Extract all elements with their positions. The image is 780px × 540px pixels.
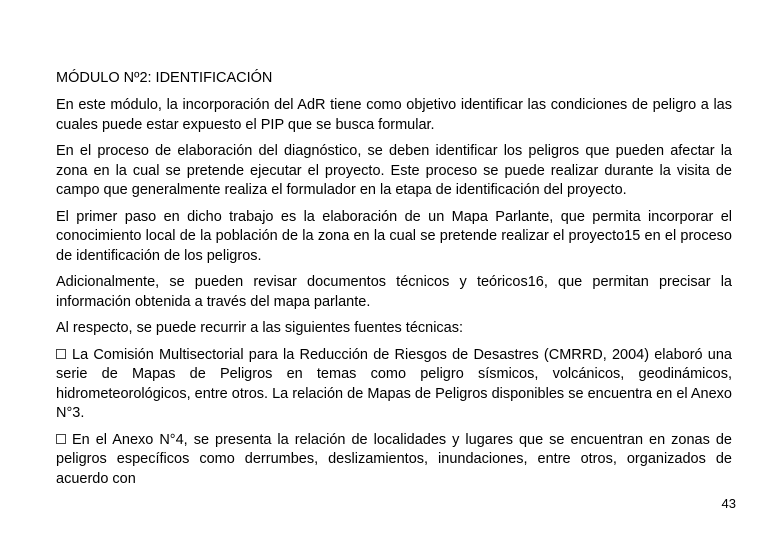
slide-content (56, 68, 732, 496)
bullet-item-annex-4 (56, 431, 732, 490)
paragraph-technical-documents: Adicionalmente, se pueden revisar documentos técnicos y teóricos16, que permitan precisar la información obtenida a través del mapa parlante. (56, 274, 732, 310)
bullet-item-text: La Comisión Multisectorial para la Reducción de Riesgos de Desastres (CMRRD, 2004) elaboró una serie de Mapas de Peligros en temas como peligro sísmicos, volcánicos, geodinámicos, hidrometeorológicos, entre otros. La relación de Mapas de Peligros disponibles se encuentra en el Anexo N°3. (56, 346, 732, 421)
bullet-item-text: En el Anexo N°4, se presenta la relación de localidades y lugares que se encuentran en zonas de peligros específicos como derrumbes, deslizamientos, inundaciones, entre otros, organizados de acuerdo con (56, 431, 732, 487)
paragraph-objective: En este módulo, la incorporación del AdR tiene como objetivo identificar las condiciones de peligro a las cuales puede estar expuesto el PIP que se busca formular. (56, 97, 732, 133)
page-number: 43 (721, 496, 736, 511)
paragraph-talking-map: El primer paso en dicho trabajo es la elaboración de un Mapa Parlante, que permita incorporar el conocimiento local de la población de la zona en la cual se pretende realizar el proyecto15 en el proceso de identificación de los peligros. (56, 208, 732, 264)
checkbox-bullet-icon (56, 349, 66, 359)
paragraph-diagnosis: En el proceso de elaboración del diagnóstico, se deben identificar los peligros que pueden afectar la zona en la cual se pretende ejecutar el proyecto. Este proceso se puede realizar durante la visita de campo que generalmente realiza el formulador en la etapa de identificación del proyecto. (56, 143, 732, 198)
module-title: MÓDULO Nº2: IDENTIFICACIÓN (56, 70, 273, 86)
checkbox-bullet-icon (56, 434, 66, 444)
bullet-item-cmrrd (56, 346, 732, 424)
paragraph-sources-intro: Al respecto, se puede recurrir a las siguientes fuentes técnicas: (56, 320, 464, 336)
